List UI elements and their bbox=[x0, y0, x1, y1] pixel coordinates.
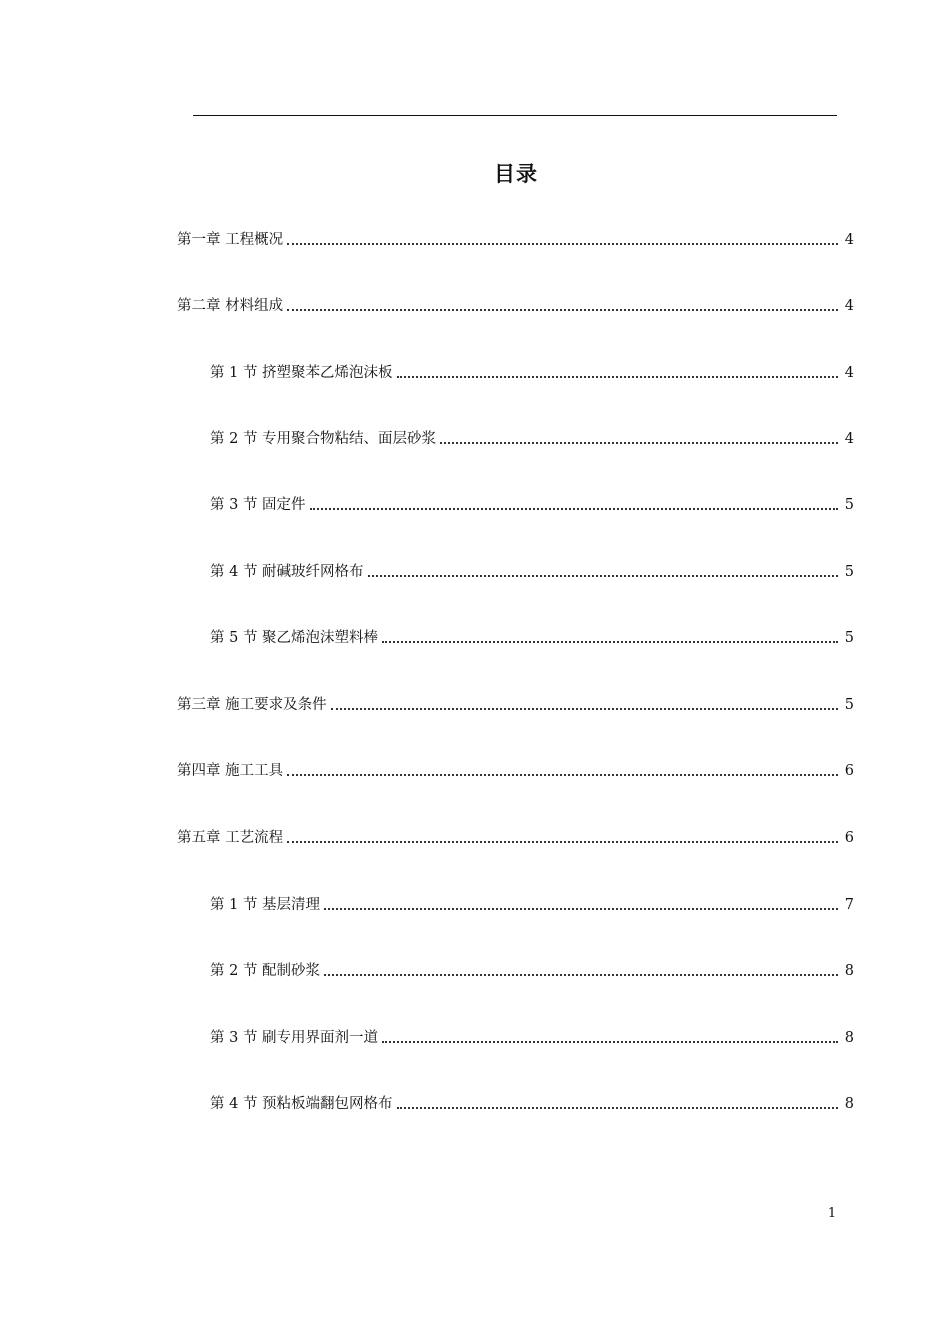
toc-entry-label: 第 1 节 挤塑聚苯乙烯泡沫板 bbox=[210, 365, 393, 381]
toc-entry[interactable] bbox=[210, 362, 854, 384]
toc-dot-leader bbox=[287, 309, 838, 311]
toc-entry-page: 8 bbox=[844, 963, 854, 979]
toc-entry[interactable] bbox=[210, 1027, 854, 1049]
toc-entry[interactable] bbox=[210, 1093, 854, 1115]
toc-dot-leader bbox=[368, 575, 838, 577]
toc-entry-label: 第 3 节 固定件 bbox=[210, 497, 306, 513]
toc-entry-page: 5 bbox=[844, 697, 854, 713]
toc-dot-leader bbox=[382, 641, 838, 643]
toc-entry-page: 4 bbox=[844, 431, 854, 447]
toc-entry-label: 第五章 工艺流程 bbox=[177, 830, 284, 846]
toc-entry[interactable] bbox=[177, 295, 854, 317]
toc-entry-page: 4 bbox=[844, 298, 854, 314]
toc-entry-label: 第 2 节 专用聚合物粘结、面层砂浆 bbox=[210, 431, 437, 447]
toc-entry[interactable] bbox=[210, 627, 854, 649]
toc-dot-leader bbox=[324, 908, 838, 910]
toc-title: 目录 bbox=[494, 162, 538, 186]
toc-entry-page: 8 bbox=[844, 1030, 854, 1046]
toc-entry[interactable] bbox=[210, 428, 854, 450]
toc-entry[interactable] bbox=[177, 827, 854, 849]
toc-entry-label: 第二章 材料组成 bbox=[177, 298, 284, 314]
toc-entry-label: 第 5 节 聚乙烯泡沫塑料棒 bbox=[210, 630, 379, 646]
toc-entry[interactable] bbox=[210, 494, 854, 516]
toc-entry[interactable] bbox=[210, 894, 854, 916]
toc-dot-leader bbox=[310, 508, 838, 510]
toc-entry-page: 8 bbox=[844, 1096, 854, 1112]
toc-entry[interactable] bbox=[177, 694, 854, 716]
toc-entry-page: 5 bbox=[844, 630, 854, 646]
toc-entry-page: 7 bbox=[844, 897, 854, 913]
toc-dot-leader bbox=[397, 1107, 838, 1109]
toc-entry[interactable] bbox=[177, 229, 854, 251]
toc-dot-leader bbox=[287, 243, 838, 245]
toc-dot-leader bbox=[324, 974, 838, 976]
toc-dot-leader bbox=[397, 376, 838, 378]
toc-dot-leader bbox=[287, 841, 838, 843]
toc-entry-page: 5 bbox=[844, 497, 854, 513]
toc-entry[interactable] bbox=[210, 960, 854, 982]
toc-dot-leader bbox=[287, 774, 838, 776]
toc-entry-label: 第四章 施工工具 bbox=[177, 763, 284, 779]
toc-entry-page: 5 bbox=[844, 564, 854, 580]
toc-entry-page: 6 bbox=[844, 830, 854, 846]
toc-entry-label: 第一章 工程概况 bbox=[177, 232, 284, 248]
toc-dot-leader bbox=[382, 1041, 838, 1043]
toc-entry-label: 第三章 施工要求及条件 bbox=[177, 697, 327, 713]
toc-entry-label: 第 2 节 配制砂浆 bbox=[210, 963, 321, 979]
toc-entry-label: 第 4 节 预粘板端翻包网格布 bbox=[210, 1096, 393, 1112]
toc-entry-label: 第 1 节 基层清理 bbox=[210, 897, 321, 913]
toc-dot-leader bbox=[331, 708, 838, 710]
toc-entry-page: 4 bbox=[844, 365, 854, 381]
toc-entry-page: 4 bbox=[844, 232, 854, 248]
toc-entry-label: 第 4 节 耐碱玻纤网格布 bbox=[210, 564, 364, 580]
toc-entry-page: 6 bbox=[844, 763, 854, 779]
toc-entry[interactable] bbox=[210, 561, 854, 583]
toc-entry[interactable] bbox=[177, 760, 854, 782]
page-number: 1 bbox=[827, 1206, 837, 1221]
toc-dot-leader bbox=[440, 442, 838, 444]
toc-entry-label: 第 3 节 刷专用界面剂一道 bbox=[210, 1030, 379, 1046]
